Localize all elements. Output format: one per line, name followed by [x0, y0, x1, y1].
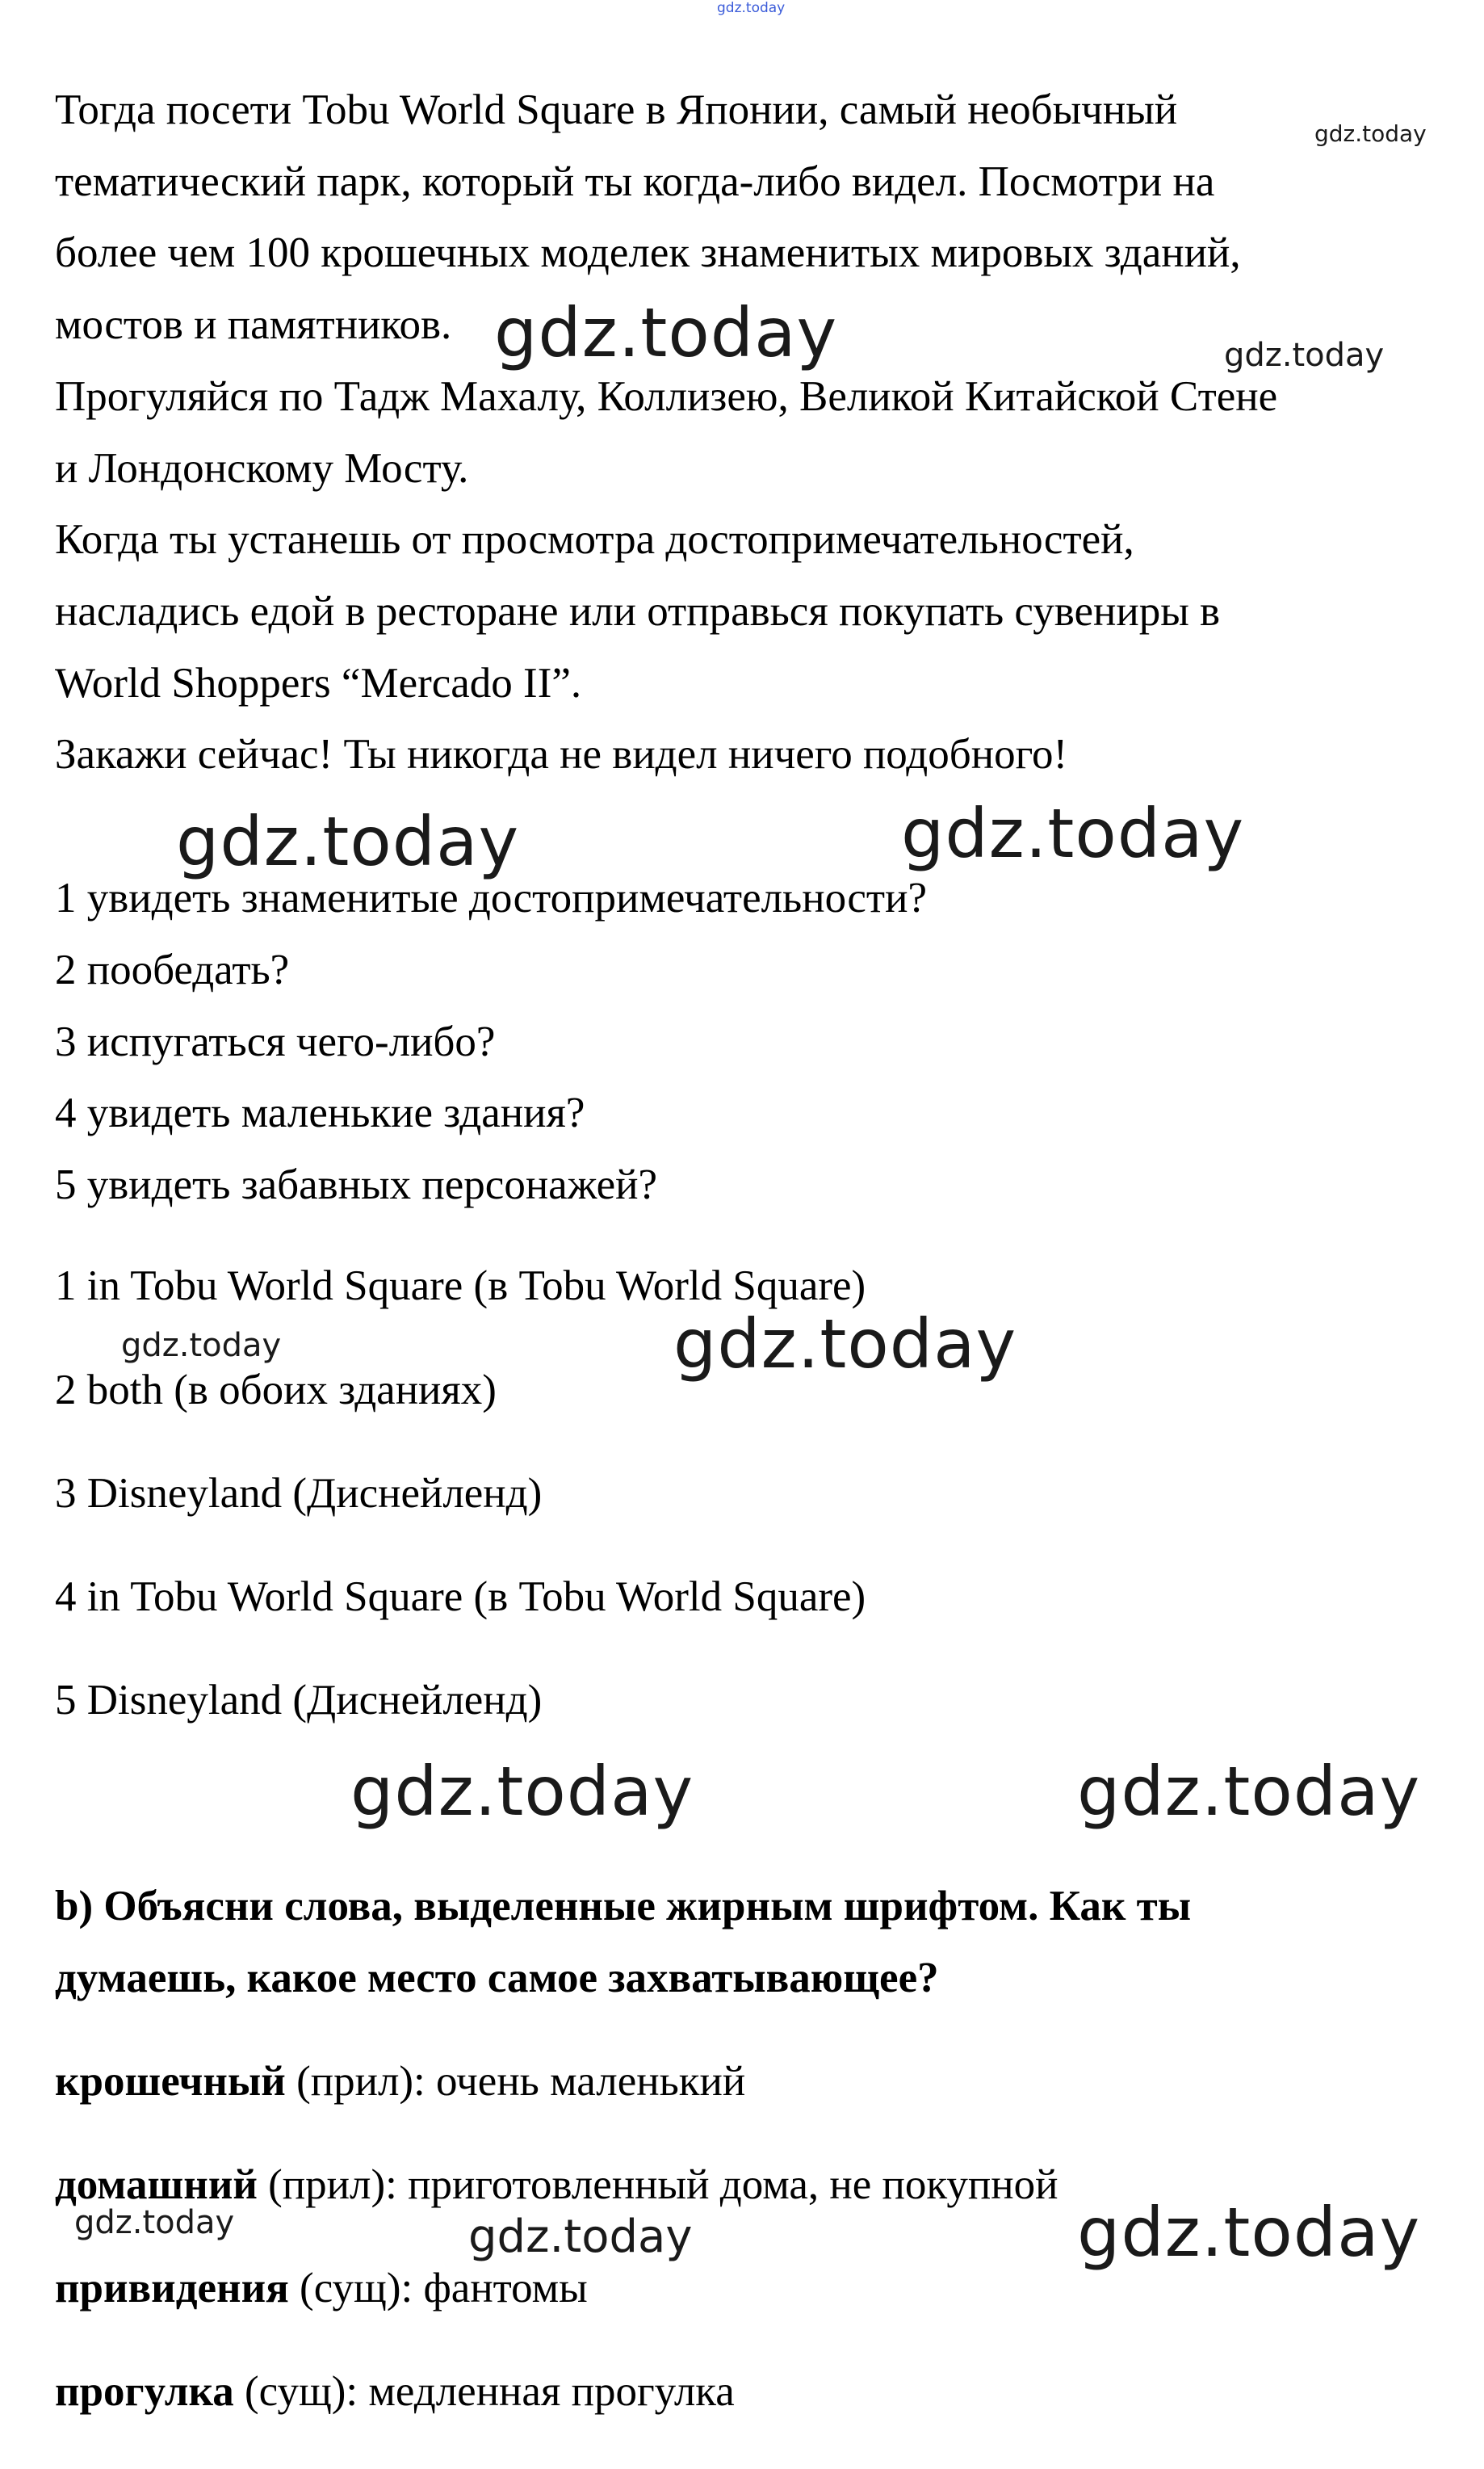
paragraph-line: мостов и памятников.	[55, 301, 452, 348]
definition-text: (сущ): медленная прогулка	[233, 2368, 735, 2415]
definition-term: привидения	[55, 2265, 289, 2312]
paragraph-line: Тогда посети Tobu World Square в Японии, самый необычный	[55, 86, 1178, 133]
watermark: gdz.today	[121, 1327, 282, 1364]
question-item: 3 испугаться чего-либо?	[55, 1018, 496, 1065]
definition-term: крошечный	[55, 2058, 286, 2105]
watermark: gdz.today	[1077, 1752, 1421, 1831]
paragraph-line: World Shoppers “Mercado II”.	[55, 660, 582, 707]
watermark: gdz.today	[717, 0, 786, 16]
question-item: 1 увидеть знаменитые достопримечательности?	[55, 875, 927, 922]
definition-item	[55, 2366, 735, 2417]
watermark: gdz.today	[350, 1752, 694, 1831]
task-heading-line: думаешь, какое место самое захватывающее?	[55, 1955, 939, 2001]
paragraph-line: насладись едой в ресторане или отправься покупать сувениры в	[55, 588, 1221, 635]
paragraph-line: Когда ты устанешь от просмотра достопримечательностей,	[55, 516, 1134, 563]
definition-term: домашний	[55, 2161, 258, 2208]
paragraph-line: тематический парк, который ты когда-либо видел. Посмотри на	[55, 158, 1215, 205]
definition-item	[55, 2055, 745, 2107]
watermark: gdz.today	[176, 802, 520, 881]
paragraph-line: Закажи сейчас! Ты никогда не видел ничего подобного!	[55, 731, 1068, 778]
definition-item	[55, 2159, 1059, 2211]
answer-item: 1 in Tobu World Square (в Tobu World Square)	[55, 1262, 866, 1309]
paragraph-line: более чем 100 крошечных моделек знаменитых мировых зданий,	[55, 229, 1241, 276]
question-item: 2 пообедать?	[55, 947, 290, 993]
answer-item: 2 both (в обоих зданиях)	[55, 1367, 497, 1413]
definition-text: (прил): очень маленький	[285, 2058, 746, 2105]
question-item: 4 увидеть маленькие здания?	[55, 1090, 585, 1136]
definition-text: (сущ): фантомы	[288, 2265, 588, 2312]
definition-text: (прил): приготовленный дома, не покупной	[257, 2161, 1059, 2208]
watermark: gdz.today	[673, 1304, 1017, 1384]
answer-item: 5 Disneyland (Диснейленд)	[55, 1677, 543, 1724]
paragraph-line: и Лондонскому Мосту.	[55, 445, 469, 492]
watermark: gdz.today	[1077, 2193, 1421, 2272]
definition-item	[55, 2262, 588, 2314]
task-heading-line: b) Объясни слова, выделенные жирным шрифтом. Как ты	[55, 1883, 1192, 1929]
watermark: gdz.today	[74, 2204, 235, 2241]
watermark: gdz.today	[494, 293, 838, 372]
watermark: gdz.today	[468, 2211, 693, 2263]
watermark: gdz.today	[1314, 120, 1427, 147]
answer-item: 3 Disneyland (Диснейленд)	[55, 1470, 543, 1517]
answer-item: 4 in Tobu World Square (в Tobu World Square)	[55, 1573, 866, 1620]
definition-term: прогулка	[55, 2368, 234, 2415]
watermark: gdz.today	[1224, 337, 1385, 374]
paragraph-line: Прогуляйся по Тадж Махалу, Коллизею, Великой Китайской Стене	[55, 373, 1278, 420]
watermark: gdz.today	[901, 794, 1245, 873]
question-item: 5 увидеть забавных персонажей?	[55, 1161, 658, 1208]
